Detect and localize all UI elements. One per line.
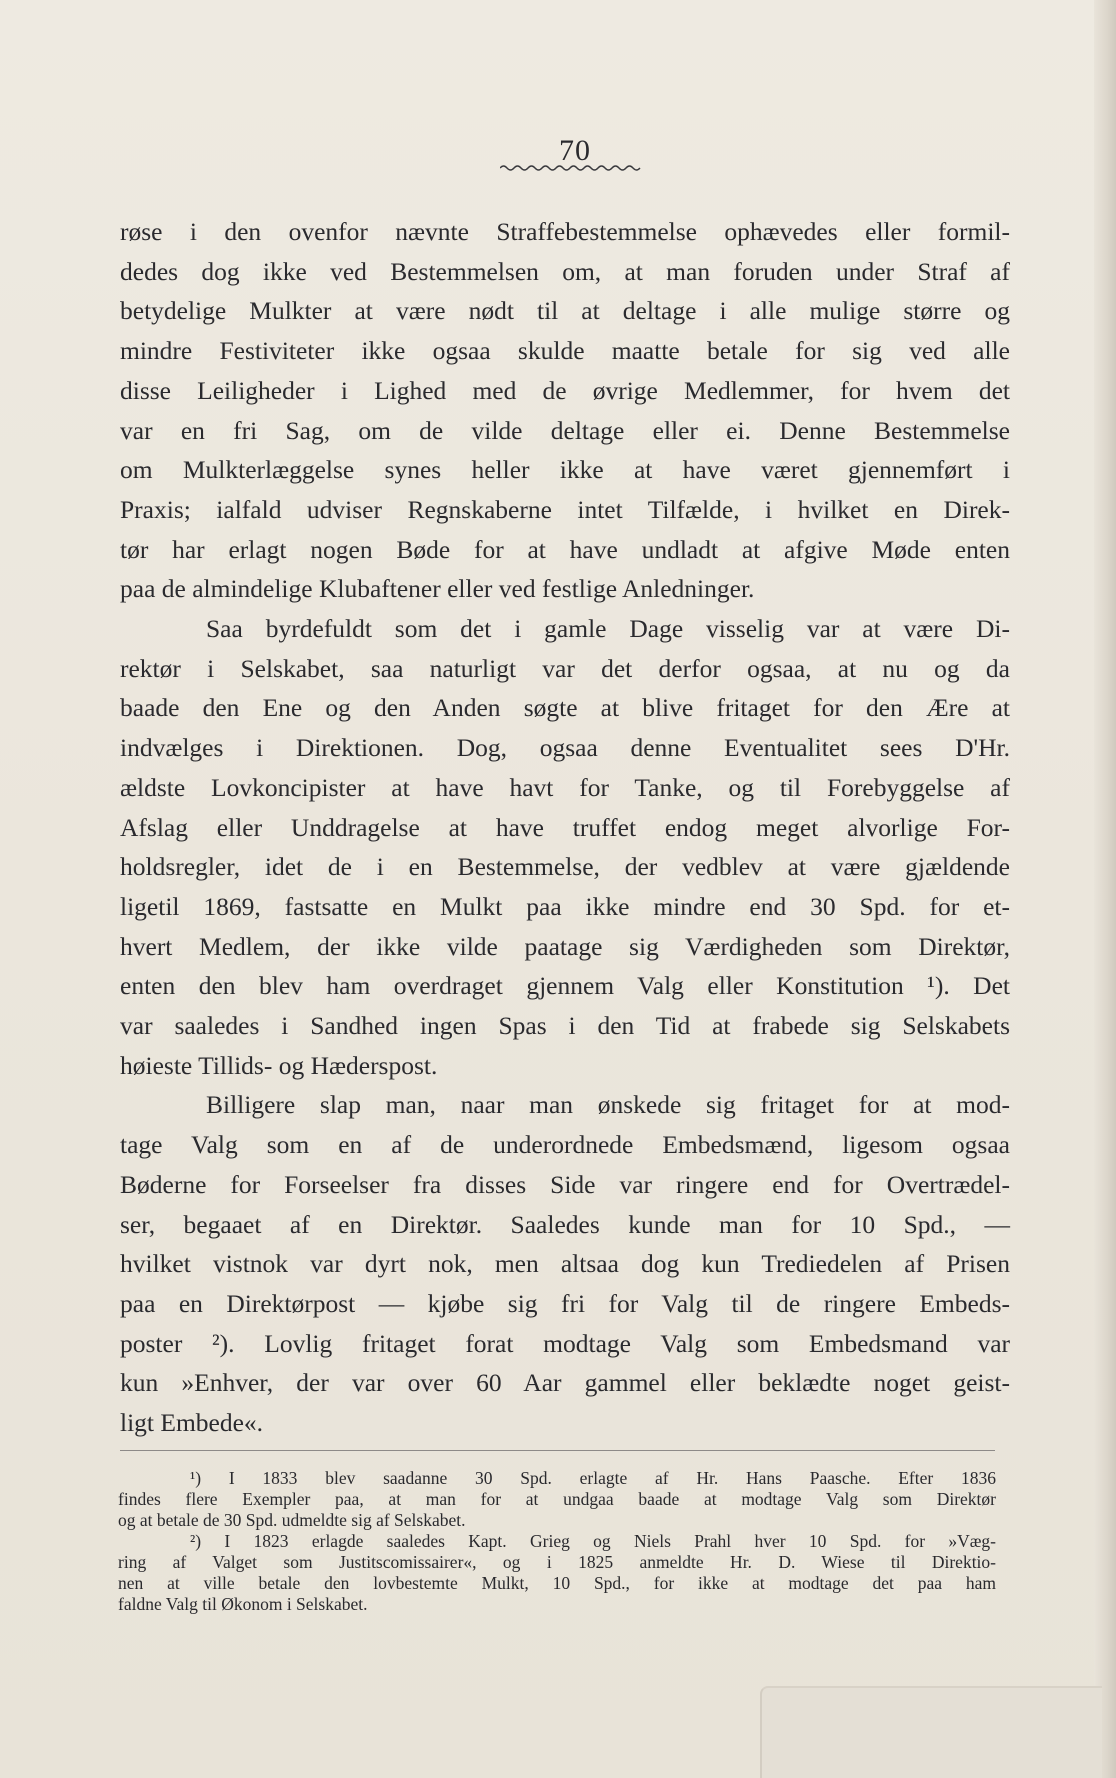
text-line: Billigere slap man, naar man ønskede sig fritaget for at mod-: [206, 1090, 1010, 1120]
footnote-line: faldne Valg til Økonom i Selskabet.: [118, 1594, 368, 1614]
text-line: indvælges i Direktionen. Dog, ogsaa denne Eventualitet sees D'Hr.: [120, 733, 1010, 763]
footnote-line: ring af Valget som Justitscomissairer«, og i 1825 anmeldte Hr. D. Wiese til Direktio-: [118, 1552, 996, 1572]
text-line: kun »Enhver, der var over 60 Aar gammel eller beklædte noget geist-: [120, 1368, 1010, 1398]
text-line: disse Leiligheder i Lighed med de øvrige Medlemmer, for hvem det: [120, 375, 1010, 405]
text-line: hvilket vistnok var dyrt nok, men altsaa dog kun Trediedelen af Prisen: [120, 1249, 1010, 1279]
body-text: [120, 212, 1010, 1443]
text-line: Bøderne for Forseelser fra disses Side var ringere end for Overtrædel-: [120, 1169, 1010, 1199]
text-line: hvert Medlem, der ikke vilde paatage sig Værdigheden som Direktør,: [120, 931, 1010, 961]
text-line: poster ²). Lovlig fritaget forat modtage Valg som Embedsmand var: [120, 1328, 1010, 1358]
page-number: 70: [559, 134, 591, 167]
text-line: rektør i Selskabet, saa naturligt var det derfor ogsaa, at nu og da: [120, 653, 1010, 683]
footnote-line: findes flere Exempler paa, at man for at undgaa baade at modtage Valg som Direktør: [118, 1489, 996, 1509]
text-line: røse i den ovenfor nævnte Straffebestemmelse ophævedes eller formil-: [120, 217, 1010, 246]
text-line: enten den blev ham overdraget gjennem Valg eller Konstitution ¹). Det: [120, 971, 1010, 1001]
footnote-line: nen at ville betale den lovbestemte Mulkt, 10 Spd., for ikke at modtage det paa ham: [118, 1573, 996, 1593]
paragraph: [120, 609, 1010, 1085]
text-line: baade den Ene og den Anden søgte at blive fritaget for den Ære at: [120, 693, 1010, 723]
footnote: [118, 1468, 996, 1531]
text-line: var en fri Sag, om de vilde deltage eller ei. Denne Bestemmelse: [120, 415, 1010, 445]
text-line: holdsregler, idet de i en Bestemmelse, der vedblev at være gjældende: [120, 852, 1010, 882]
text-line: tage Valg som en af de underordnede Embedsmænd, ligesom ogsaa: [120, 1130, 1010, 1160]
text-line: Saa byrdefuldt som det i gamle Dage visselig var at være Di-: [206, 614, 1010, 644]
text-line: paa en Direktørpost — kjøbe sig fri for Valg til de ringere Embeds-: [120, 1288, 1010, 1318]
paragraph: [120, 212, 1010, 609]
text-line: paa de almindelige Klubaftener eller ved festlige Anledninger.: [120, 574, 755, 604]
text-line: tør har erlagt nogen Bøde for at have undladt at afgive Møde enten: [120, 534, 1010, 564]
text-line: høieste Tillids- og Hæderspost.: [120, 1050, 438, 1080]
next-page-corner: [760, 1686, 1102, 1778]
text-line: Praxis; ialfald udviser Regnskaberne intet Tilfælde, i hvilket en Direk-: [120, 494, 1010, 524]
text-line: var saaledes i Sandhed ingen Spas i den Tid at frabede sig Selskabets: [120, 1011, 1010, 1041]
text-line: mindre Festiviteter ikke ogsaa skulde maatte betale for sig ved alle: [120, 336, 1010, 366]
footnote-line: ¹) I 1833 blev saadanne 30 Spd. erlagte af Hr. Hans Paasche. Efter 1836: [190, 1468, 996, 1488]
text-line: ligt Embede«.: [120, 1408, 264, 1438]
footnote: [118, 1531, 996, 1615]
text-line: ser, begaaet af en Direktør. Saaledes kunde man for 10 Spd., —: [120, 1209, 1010, 1239]
paragraph: [120, 1085, 1010, 1442]
wavy-ornament: [500, 163, 642, 173]
text-line: om Mulkterlæggelse synes heller ikke at have været gjennemført i: [120, 455, 1010, 485]
footnote-line: og at betale de 30 Spd. udmeldte sig af Selskabet.: [118, 1510, 466, 1530]
footnotes: [118, 1468, 996, 1615]
text-line: ligetil 1869, fastsatte en Mulkt paa ikke mindre end 30 Spd. for et-: [120, 891, 1010, 921]
page-edge: [1094, 0, 1116, 1778]
text-line: betydelige Mulkter at være nødt til at deltage i alle mulige større og: [120, 296, 1010, 326]
text-line: dedes dog ikke ved Bestemmelsen om, at man foruden under Straf af: [120, 256, 1010, 286]
text-line: ældste Lovkoncipister at have havt for Tanke, og til Forebyggelse af: [120, 772, 1010, 802]
text-line: Afslag eller Unddragelse at have truffet endog meget alvorlige For-: [120, 812, 1010, 842]
footnote-divider: [120, 1450, 995, 1451]
footnote-line: ²) I 1823 erlagde saaledes Kapt. Grieg og Niels Prahl hver 10 Spd. for »Væg-: [190, 1531, 996, 1551]
